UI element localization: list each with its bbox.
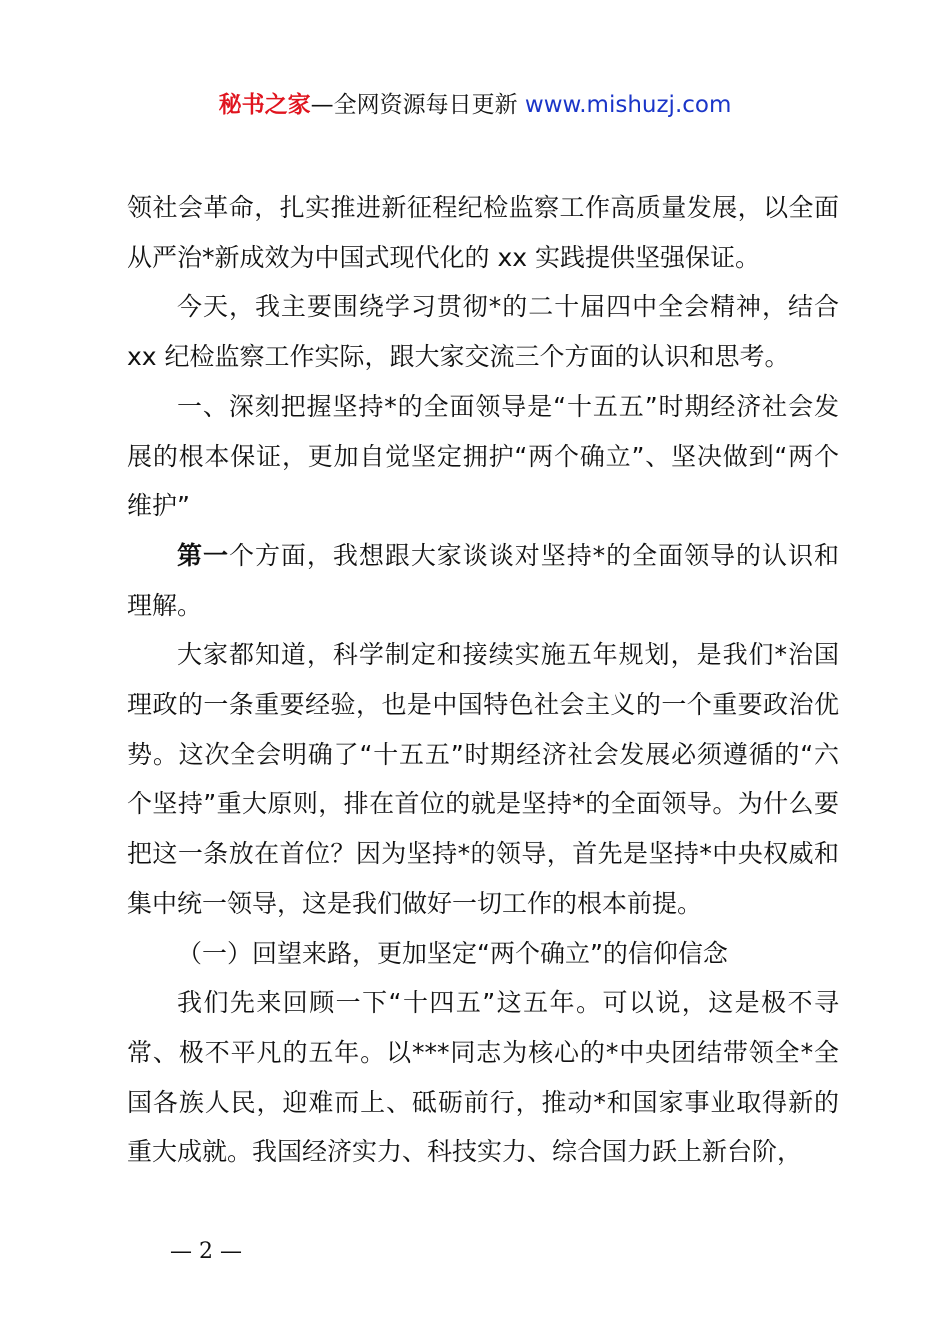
brand-name: 秘书之家 — [218, 92, 311, 118]
paragraph-2: 今天，我主要围绕学习贯彻*的二十届四中全会精神，结合 xx 纪检监察工作实际，跟大家交流三个方面的认识和思考。 — [127, 292, 839, 372]
page-header — [0, 88, 950, 122]
paragraph-4: 大家都知道，科学制定和接续实施五年规划，是我们*治国理政的一条重要经验，也是中国特色社会主义的一个重要政治优势。这次全会明确了“十五五”时期经济社会发展必须遵循的“六个坚持”重大原则，排在首位的就是坚持*的全面领导。为什么要把这一条放在首位？因为坚持*的领导，首先是坚持*中央权威和集中统一领导，这是我们做好一切工作的根本前提。 — [127, 640, 839, 918]
site-url-link[interactable]: www.mishuzj.com — [524, 92, 732, 118]
paragraph-3 — [127, 531, 839, 630]
paragraph-1: 领社会革命，扎实推进新征程纪检监察工作高质量发展，以全面从严治*新成效为中国式现代化的 xx 实践提供坚强保证。 — [127, 193, 839, 272]
header-tagline: —全网资源每日更新 — [310, 92, 525, 118]
paragraph-lead: 第一 — [177, 540, 229, 570]
section-heading-1: 一、深刻把握坚持*的全面领导是“十五五”时期经济社会发展的根本保证，更加自觉坚定拥护“两个确立”、坚决做到“两个维护” — [127, 391, 839, 521]
paragraph-5: 我们先来回顾一下“十四五”这五年。可以说，这是极不寻常、极不平凡的五年。以***同志为核心的*中央团结带领全*全国各族人民，迎难而上、砥砺前行，推动*和国家事业取得新的重大成就。我国经济实力、科技实力、综合国力跃上新台阶， — [127, 988, 839, 1167]
document-body — [127, 183, 839, 1177]
subsection-heading-1: （一）回望来路，更加坚定“两个确立”的信仰信念 — [177, 938, 728, 968]
page-number: — 2 — — [170, 1239, 242, 1264]
paragraph-3-text: 个方面，我想跟大家谈谈对坚持*的全面领导的认识和理解。 — [127, 540, 839, 620]
